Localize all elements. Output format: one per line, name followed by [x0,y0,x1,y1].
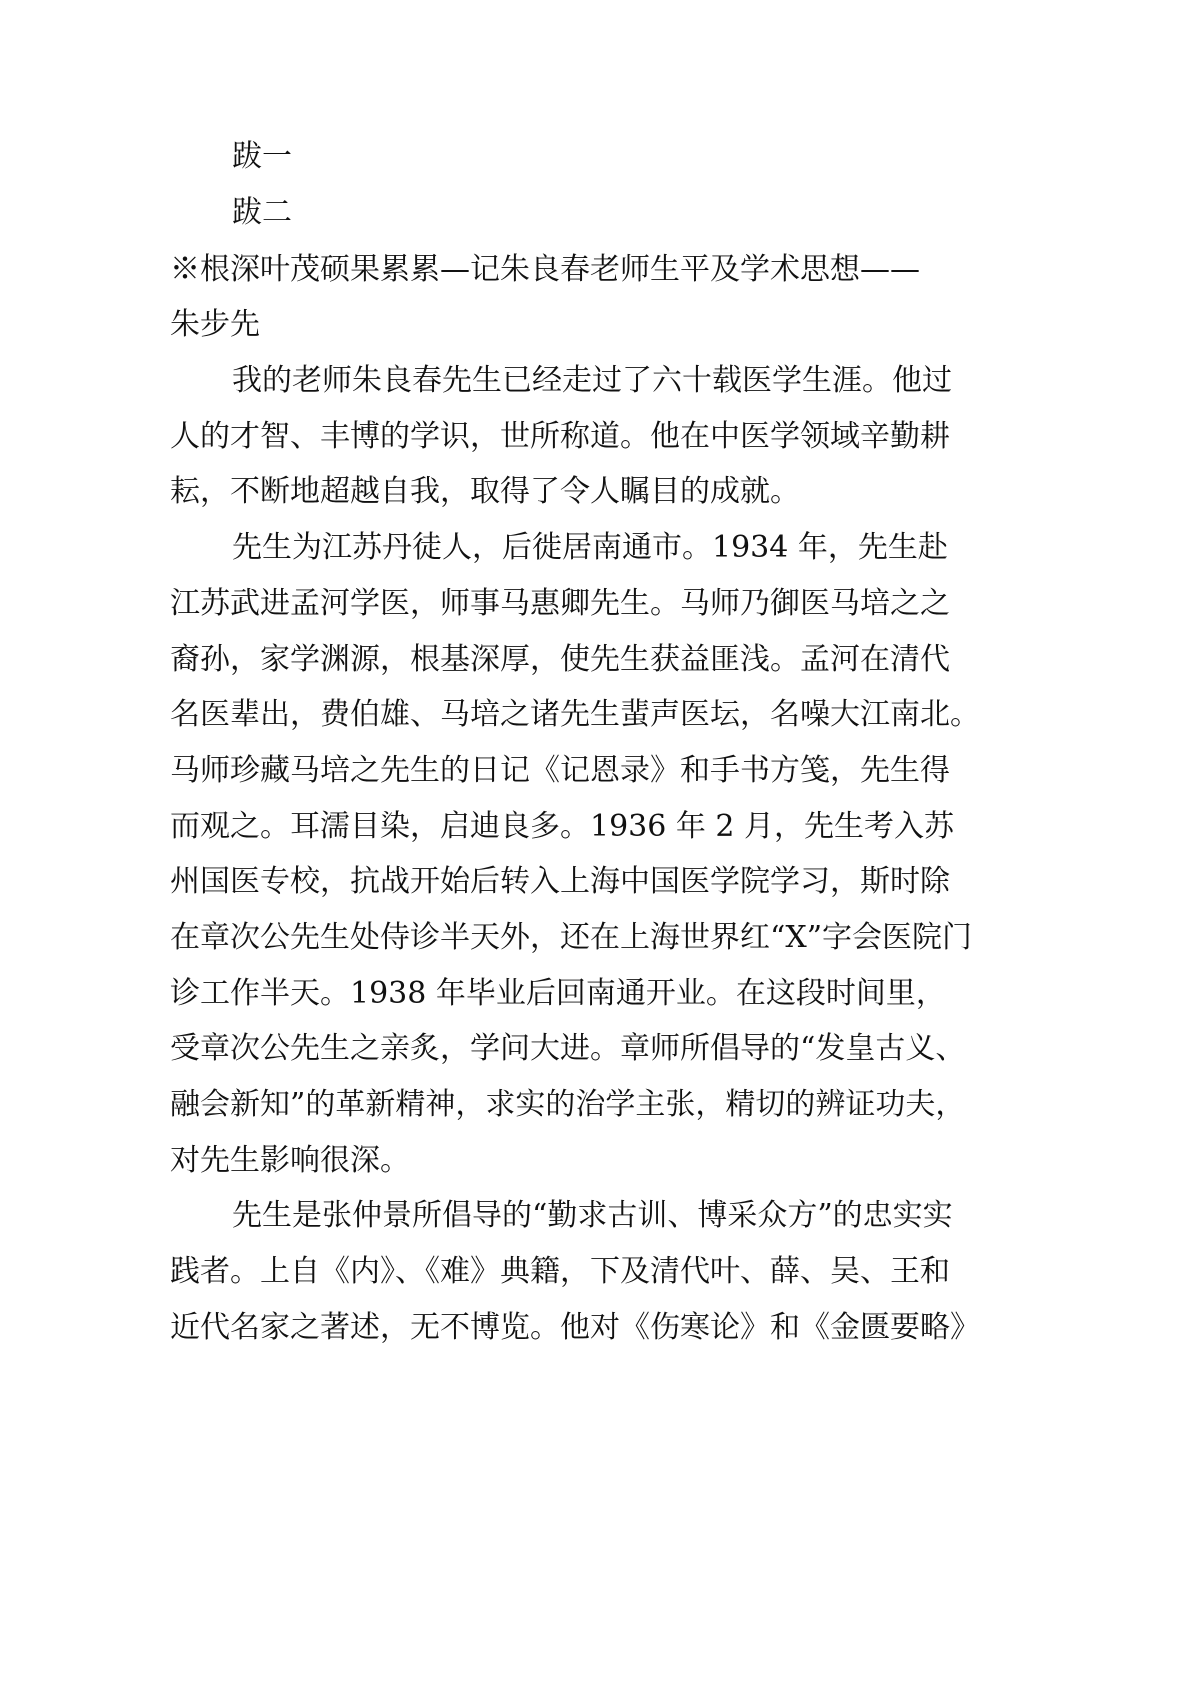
article-title: ※根深叶茂硕果累累—记朱良春老师生平及学术思想—— [170,252,920,287]
paragraph-1-line-3: 耘，不断地超越自我，取得了令人瞩目的成就。 [170,474,800,509]
postscript-heading-1: 跋一 [232,139,292,174]
paragraph-2-line-4: 名医辈出，费伯雄、马培之诸先生蜚声医坛，名噪大江南北。 [170,697,980,732]
paragraph-2-line-7: 州国医专校，抗战开始后转入上海中国医学院学习，斯时除 [170,864,950,899]
paragraph-3-line-1: 先生是张仲景所倡导的“勤求古训、博采众方”的忠实实 [232,1198,953,1233]
paragraph-2-line-11: 融会新知”的革新精神，求实的治学主张，精切的辨证功夫， [170,1087,966,1122]
postscript-heading-2: 跋二 [232,195,292,230]
paragraph-2-line-2: 江苏武进孟河学医，师事马惠卿先生。马师乃御医马培之之 [170,586,950,621]
paragraph-2-line-3: 裔孙，家学渊源，根基深厚，使先生获益匪浅。孟河在清代 [170,642,950,677]
paragraph-2-line-12: 对先生影响很深。 [170,1143,410,1178]
paragraph-2-line-5: 马师珍藏马培之先生的日记《记恩录》和手书方笺，先生得 [170,753,950,788]
paragraph-2-line-8: 在章次公先生处侍诊半天外，还在上海世界红“X”字会医院门 [170,920,973,955]
paragraph-2-line-9: 诊工作半天。1938 年毕业后回南通开业。在这段时间里， [170,976,946,1011]
paragraph-1-line-2: 人的才智、丰博的学识，世所称道。他在中医学领域辛勤耕 [170,419,950,454]
paragraph-1-line-1: 我的老师朱良春先生已经走过了六十载医学生涯。他过 [232,363,952,398]
paragraph-3-line-3: 近代名家之著述，无不博览。他对《伤寒论》和《金匮要略》 [170,1310,980,1345]
paragraph-2-line-6: 而观之。耳濡目染，启迪良多。1936 年 2 月，先生考入苏 [170,809,955,844]
paragraph-2-line-10: 受章次公先生之亲炙，学问大进。章师所倡导的“发皇古义、 [170,1031,966,1066]
paragraph-2-line-1: 先生为江苏丹徒人，后徙居南通市。1934 年，先生赴 [232,530,948,565]
article-author: 朱步先 [170,307,260,342]
paragraph-3-line-2: 践者。上自《内》、《难》典籍，下及清代叶、薛、吴、王和 [170,1254,950,1289]
